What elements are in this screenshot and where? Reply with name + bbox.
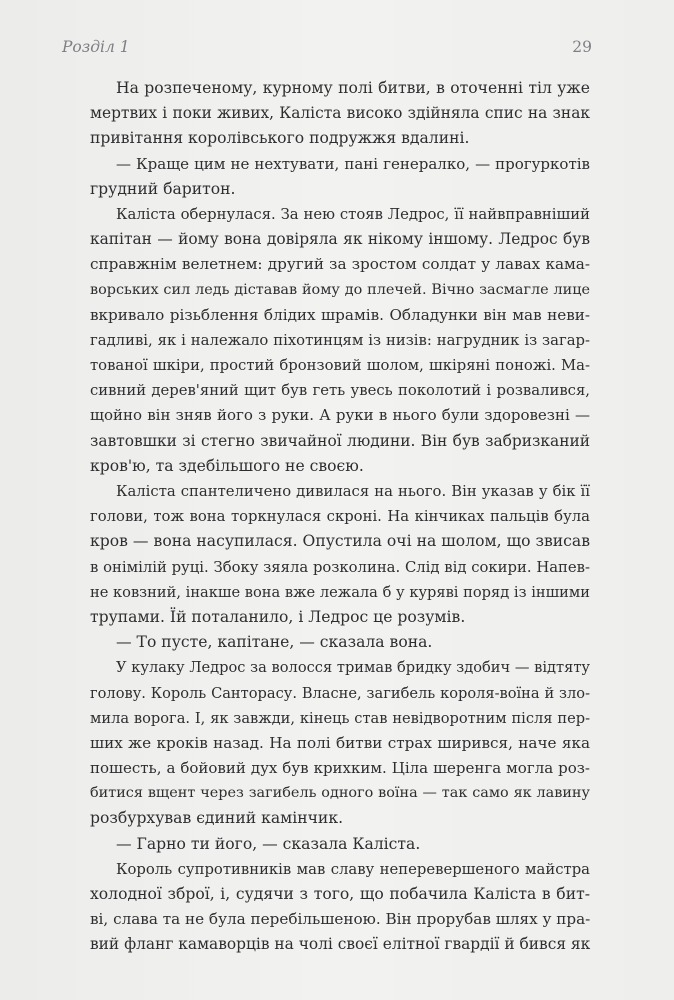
text-line: мертвих і поки живих, Каліста високо здійняла спис на знак (90, 104, 590, 123)
text-line: ві, слава та не була перебільшеною. Він прорубав шлях у пра- (90, 910, 591, 929)
text-line: привітання королівського подружжя вдалині. (90, 129, 470, 148)
text-line: Каліста обернулася. За нею стояв Ледрос, її найвправніший (116, 205, 590, 223)
text-line: мила ворога. І, як завжди, кінець став невідворотним після пер- (90, 709, 590, 727)
text-line: вий фланг камаворців на чолі своєї елітної гвардії й бився як (90, 935, 591, 954)
text-line: кров — вона насупилася. Опустила очі на шолом, що звисав (90, 532, 590, 551)
text-line: справжнім велетнем: другий за зростом солдат у лавах кама- (90, 255, 590, 274)
text-line: грудний баритон. (90, 179, 236, 198)
text-line: в онімілій руці. Збоку зяяла розколина. Слід від сокири. Напев- (90, 558, 590, 576)
text-line: розбурхував єдиний камінчик. (90, 809, 344, 828)
text-line: капітан — йому вона довіряла як нікому іншому. Ледрос був (90, 230, 590, 249)
text-line: вкривало різьблення блідих шрамів. Обладунки він мав неви- (90, 305, 590, 324)
text-line: битися вщент через загибель одного воїна — так само як лавину (90, 785, 590, 802)
text-line: гадливі, як і належало піхотинцям із низів: нагрудник із загар- (90, 331, 590, 349)
text-line: — Краще цим не нехтувати, пані генералко, — прогуркотів (116, 154, 590, 173)
page-number: 29 (572, 38, 592, 56)
text-line: голову. Король Санторасу. Власне, загибель короля-воїна й зло- (90, 684, 590, 702)
chapter-title: Розділ 1 (62, 38, 130, 56)
text-line: ворських сил ледь діставав йому до плечей. Вічно засмагле лице (90, 281, 590, 298)
text-line: кров'ю, та здебільшого не своєю. (90, 456, 364, 475)
text-line: сивний дерев'яний щит був геть увесь поколотий і розвалився, (90, 382, 590, 400)
text-line: Каліста спантеличено дивилася на нього. Він указав у бік її (116, 483, 590, 500)
text-line: голови, тож вона торкнулася скроні. На кінчиках пальців була (90, 508, 590, 526)
body-text (90, 76, 590, 958)
text-line: не ковзний, інакше вона вже лежала б у куряві поряд із іншими (90, 583, 590, 601)
text-line: завтовшки зі стегно звичайної людини. Він був забризканий (90, 431, 590, 450)
text-line: — Гарно ти його, — сказала Каліста. (116, 834, 421, 853)
text-line: пошесть, а бойовий дух був крихким. Ціла шеренга могла роз- (90, 759, 590, 778)
text-line: тованої шкіри, простий бронзовий шолом, шкіряні поножі. Ма- (90, 357, 590, 375)
text-line: ших же кроків назад. На полі битви страх ширився, наче яка (90, 733, 590, 752)
text-line: У кулаку Ледрос за волосся тримав бридку здобич — відтяту (116, 659, 590, 677)
text-line: трупами. Їй поталанило, і Ледрос це розумів. (90, 607, 466, 626)
text-line: холодної зброї, і, судячи з того, що побачила Каліста в бит- (90, 885, 590, 903)
text-line: Король супротивників мав славу неперевершеного майстра (116, 860, 590, 878)
running-header (62, 38, 592, 62)
text-line: На розпеченому, курному полі битви, в оточенні тіл уже (116, 79, 590, 97)
text-line: — То пусте, капітане, — сказала вона. (116, 633, 433, 652)
text-line: щойно він зняв його з руки. А руки в нього були здоровезні — (90, 406, 590, 425)
